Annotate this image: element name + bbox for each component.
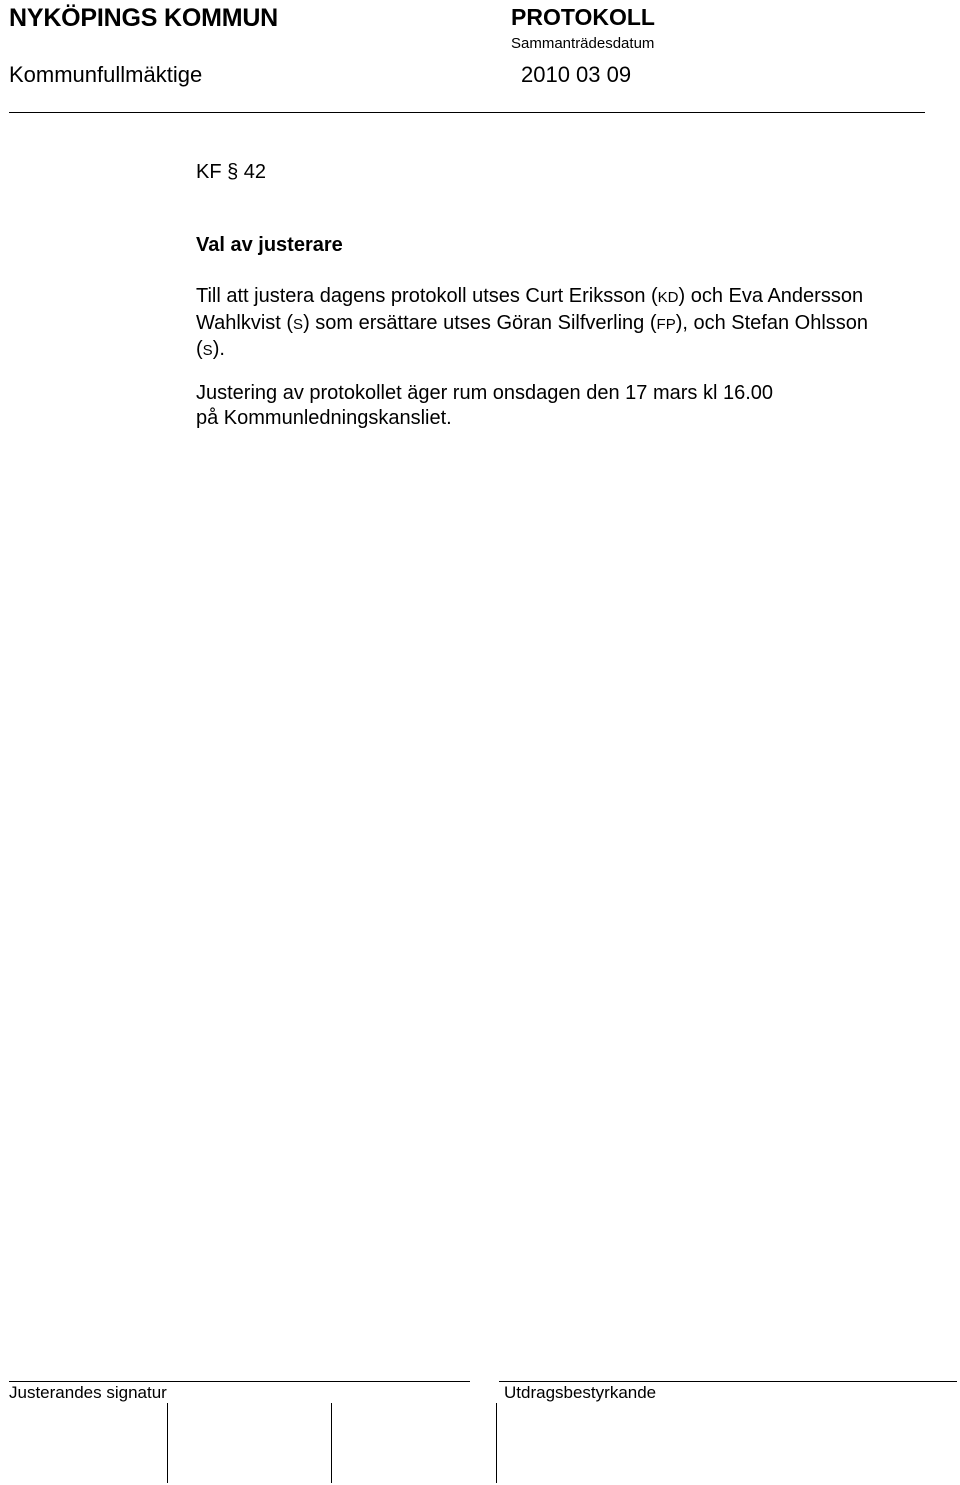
justerandes-signatur-label: Justerandes signatur	[9, 1383, 167, 1402]
paragraph-2-line-1: Justering av protokollet äger rum onsdagen den 17 mars kl 16.00	[196, 382, 774, 404]
paragraph-2-line-2: på Kommunledningskansliet.	[196, 406, 452, 429]
meeting-date: 2010 03 09	[521, 62, 632, 87]
signature-box-divider	[331, 1403, 332, 1483]
paragraph-1-line-3	[196, 337, 868, 364]
date-label: Sammanträdesdatum	[511, 35, 655, 52]
text-run: ) som ersättare utses Göran Silfverling (	[303, 311, 657, 334]
text-run: ), och Stefan Ohlsson	[675, 311, 869, 334]
paragraph-1	[196, 284, 868, 364]
text-run: Wahlkvist (	[196, 311, 294, 334]
paragraph-2	[196, 381, 773, 430]
text-run: Till att justera dagens protokoll utses Curt Eriksson (	[196, 285, 658, 307]
section-title: Val av justerare	[196, 234, 343, 256]
signature-box-divider	[496, 1403, 497, 1483]
party-abbreviation: S	[293, 315, 304, 333]
paragraph-reference: KF § 42	[196, 161, 267, 183]
text-run: ) och Eva Andersson	[678, 285, 864, 307]
paragraph-1-line-1	[196, 284, 868, 311]
footer-divider-left	[9, 1381, 470, 1382]
party-abbreviation: FP	[656, 315, 676, 333]
signature-box-divider	[167, 1403, 168, 1483]
organization-name: NYKÖPINGS KOMMUN	[9, 4, 279, 32]
header-divider	[9, 112, 925, 113]
party-abbreviation: KD	[657, 289, 679, 306]
party-abbreviation: S	[202, 342, 213, 359]
paragraph-1-line-2	[196, 311, 868, 338]
council-name: Kommunfullmäktige	[9, 62, 203, 87]
text-run: (	[196, 338, 203, 360]
footer-divider-right	[499, 1381, 957, 1382]
utdragsbestyrkande-label: Utdragsbestyrkande	[504, 1383, 657, 1402]
document-type: PROTOKOLL	[511, 4, 655, 30]
text-run: ).	[212, 338, 225, 360]
